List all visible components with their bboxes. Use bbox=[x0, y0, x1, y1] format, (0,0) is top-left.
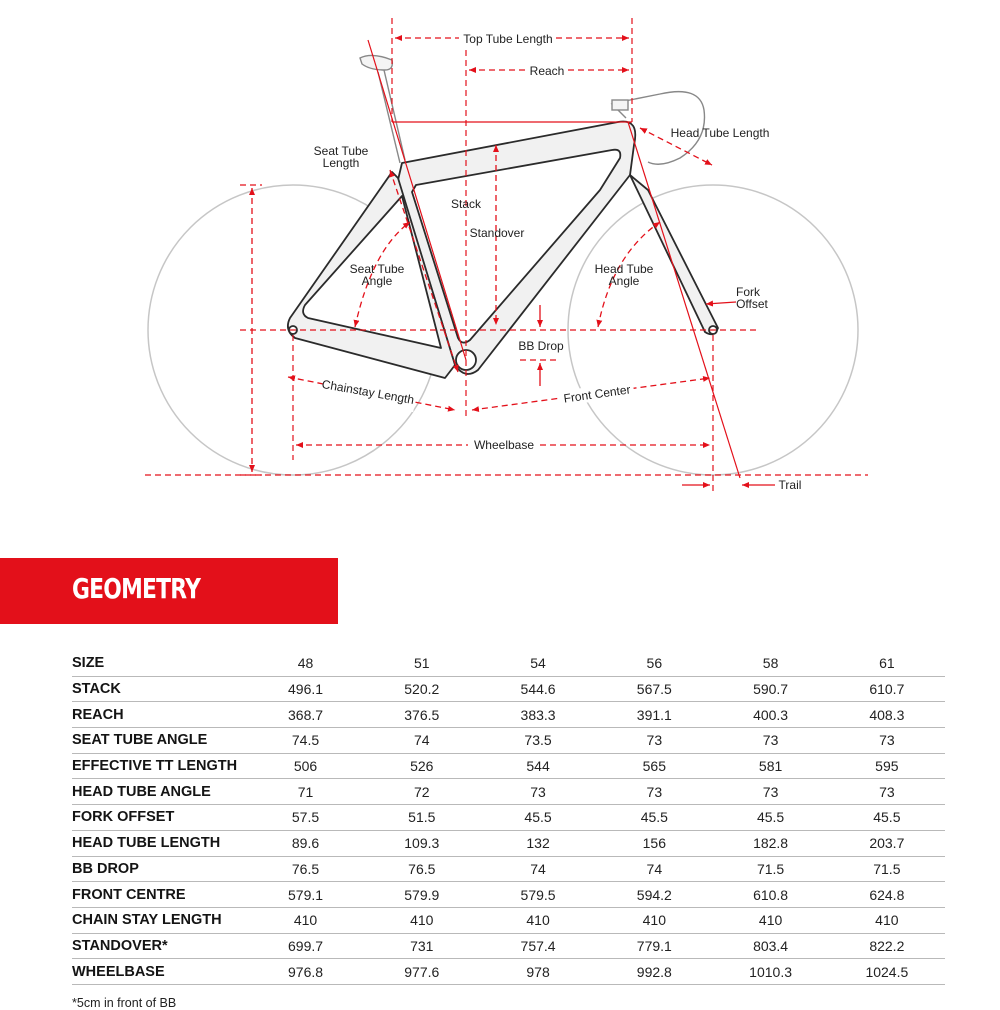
label-trail: Trail bbox=[778, 478, 802, 492]
table-cell: 410 bbox=[364, 907, 480, 933]
geometry-table bbox=[72, 651, 945, 985]
table-cell: 76.5 bbox=[364, 856, 480, 882]
table-row bbox=[72, 805, 945, 831]
table-cell: 567.5 bbox=[596, 676, 712, 702]
table-cell: 56 bbox=[596, 651, 712, 676]
label-head-tube-length: Head Tube Length bbox=[670, 126, 770, 140]
table-cell: 71 bbox=[247, 779, 363, 805]
label-seat-tube-length-1: Seat Tube bbox=[313, 144, 369, 158]
label-head-tube-angle-1: Head Tube bbox=[594, 262, 654, 276]
row-label: SEAT TUBE ANGLE bbox=[72, 728, 247, 754]
table-row bbox=[72, 753, 945, 779]
table-row bbox=[72, 933, 945, 959]
table-cell: 410 bbox=[712, 907, 828, 933]
table-cell: 731 bbox=[364, 933, 480, 959]
row-label: STANDOVER* bbox=[72, 933, 247, 959]
table-cell: 496.1 bbox=[247, 676, 363, 702]
table-cell: 74.5 bbox=[247, 728, 363, 754]
table-cell: 391.1 bbox=[596, 702, 712, 728]
table-cell: 51 bbox=[364, 651, 480, 676]
table-cell: 610.8 bbox=[712, 882, 828, 908]
table-cell: 992.8 bbox=[596, 959, 712, 985]
table-cell: 624.8 bbox=[829, 882, 945, 908]
table-cell: 977.6 bbox=[364, 959, 480, 985]
table-cell: 182.8 bbox=[712, 830, 828, 856]
row-label: HEAD TUBE ANGLE bbox=[72, 779, 247, 805]
table-cell: 1010.3 bbox=[712, 959, 828, 985]
label-fork-offset-2: Offset bbox=[736, 297, 768, 311]
table-row bbox=[72, 676, 945, 702]
table-cell: 45.5 bbox=[596, 805, 712, 831]
table-cell: 74 bbox=[480, 856, 596, 882]
table-cell: 203.7 bbox=[829, 830, 945, 856]
label-wheelbase: Wheelbase bbox=[473, 438, 535, 452]
table-cell: 581 bbox=[712, 753, 828, 779]
label-chainstay-length: Chainstay Length bbox=[320, 376, 416, 408]
table-cell: 74 bbox=[364, 728, 480, 754]
table-row bbox=[72, 728, 945, 754]
table-cell: 408.3 bbox=[829, 702, 945, 728]
table-header-row bbox=[72, 651, 945, 676]
label-head-tube-angle-2: Angle bbox=[608, 274, 640, 288]
table-cell: 45.5 bbox=[712, 805, 828, 831]
table-cell: 71.5 bbox=[712, 856, 828, 882]
table-cell: 544.6 bbox=[480, 676, 596, 702]
table-cell: 595 bbox=[829, 753, 945, 779]
table-cell: 579.5 bbox=[480, 882, 596, 908]
label-seat-tube-length-2: Length bbox=[322, 156, 360, 170]
footnote: *5cm in front of BB bbox=[72, 996, 177, 1010]
table-cell: 544 bbox=[480, 753, 596, 779]
table-cell: 410 bbox=[596, 907, 712, 933]
table-cell: 579.9 bbox=[364, 882, 480, 908]
table-row bbox=[72, 830, 945, 856]
table-cell: 978 bbox=[480, 959, 596, 985]
table-cell: 71.5 bbox=[829, 856, 945, 882]
row-label: HEAD TUBE LENGTH bbox=[72, 830, 247, 856]
table-cell: 73 bbox=[480, 779, 596, 805]
table-cell: 45.5 bbox=[480, 805, 596, 831]
table-cell: 699.7 bbox=[247, 933, 363, 959]
table-cell: 383.3 bbox=[480, 702, 596, 728]
table-row bbox=[72, 856, 945, 882]
table-cell: 565 bbox=[596, 753, 712, 779]
table-row bbox=[72, 959, 945, 985]
table-cell: 61 bbox=[829, 651, 945, 676]
row-label: CHAIN STAY LENGTH bbox=[72, 907, 247, 933]
table-cell: 73 bbox=[712, 779, 828, 805]
row-label: REACH bbox=[72, 702, 247, 728]
table-cell: 54 bbox=[480, 651, 596, 676]
fork-offset-arrow bbox=[706, 302, 736, 304]
table-cell: 368.7 bbox=[247, 702, 363, 728]
table-cell: 520.2 bbox=[364, 676, 480, 702]
row-label: WHEELBASE bbox=[72, 959, 247, 985]
table-cell: 376.5 bbox=[364, 702, 480, 728]
row-label: FORK OFFSET bbox=[72, 805, 247, 831]
table-cell: 132 bbox=[480, 830, 596, 856]
label-front-center: Front Center bbox=[562, 382, 632, 406]
table-cell: 73.5 bbox=[480, 728, 596, 754]
section-title: GEOMETRY bbox=[72, 572, 201, 605]
table-cell: 506 bbox=[247, 753, 363, 779]
table-cell: 410 bbox=[480, 907, 596, 933]
row-label: STACK bbox=[72, 676, 247, 702]
table-cell: 410 bbox=[247, 907, 363, 933]
table-row bbox=[72, 882, 945, 908]
table-cell: 73 bbox=[712, 728, 828, 754]
table-cell: 51.5 bbox=[364, 805, 480, 831]
table-cell: 72 bbox=[364, 779, 480, 805]
label-seat-tube-angle-2: Angle bbox=[361, 274, 393, 288]
label-fork-offset-1: Fork bbox=[736, 285, 760, 299]
table-cell: 45.5 bbox=[829, 805, 945, 831]
geometry-banner bbox=[0, 558, 338, 624]
table-row bbox=[72, 907, 945, 933]
table-cell: 73 bbox=[596, 728, 712, 754]
table-cell: 526 bbox=[364, 753, 480, 779]
table-cell: 89.6 bbox=[247, 830, 363, 856]
table-cell: 590.7 bbox=[712, 676, 828, 702]
table-cell: 73 bbox=[829, 728, 945, 754]
table-cell: 779.1 bbox=[596, 933, 712, 959]
table-cell: 109.3 bbox=[364, 830, 480, 856]
table-cell: 594.2 bbox=[596, 882, 712, 908]
row-label: EFFECTIVE TT LENGTH bbox=[72, 753, 247, 779]
table-cell: 803.4 bbox=[712, 933, 828, 959]
label-standover: Standover bbox=[469, 226, 525, 240]
row-label: BB DROP bbox=[72, 856, 247, 882]
table-cell: 400.3 bbox=[712, 702, 828, 728]
table-row bbox=[72, 779, 945, 805]
table-cell: 579.1 bbox=[247, 882, 363, 908]
table-cell: 757.4 bbox=[480, 933, 596, 959]
table-cell: 57.5 bbox=[247, 805, 363, 831]
table-cell: 610.7 bbox=[829, 676, 945, 702]
label-stack: Stack bbox=[450, 197, 482, 211]
table-row bbox=[72, 702, 945, 728]
row-label: SIZE bbox=[72, 651, 247, 676]
table-cell: 822.2 bbox=[829, 933, 945, 959]
table-cell: 73 bbox=[829, 779, 945, 805]
table-cell: 74 bbox=[596, 856, 712, 882]
table-cell: 976.8 bbox=[247, 959, 363, 985]
table-cell: 1024.5 bbox=[829, 959, 945, 985]
label-seat-tube-angle-1: Seat Tube bbox=[349, 262, 405, 276]
row-label: FRONT CENTRE bbox=[72, 882, 247, 908]
table-cell: 58 bbox=[712, 651, 828, 676]
table-cell: 73 bbox=[596, 779, 712, 805]
table-cell: 410 bbox=[829, 907, 945, 933]
table-cell: 48 bbox=[247, 651, 363, 676]
table-cell: 76.5 bbox=[247, 856, 363, 882]
table-cell: 156 bbox=[596, 830, 712, 856]
label-reach: Reach bbox=[529, 64, 565, 78]
label-top-tube-length: Top Tube Length bbox=[463, 32, 553, 46]
geometry-diagram bbox=[0, 0, 1000, 500]
label-bb-drop: BB Drop bbox=[518, 339, 564, 353]
